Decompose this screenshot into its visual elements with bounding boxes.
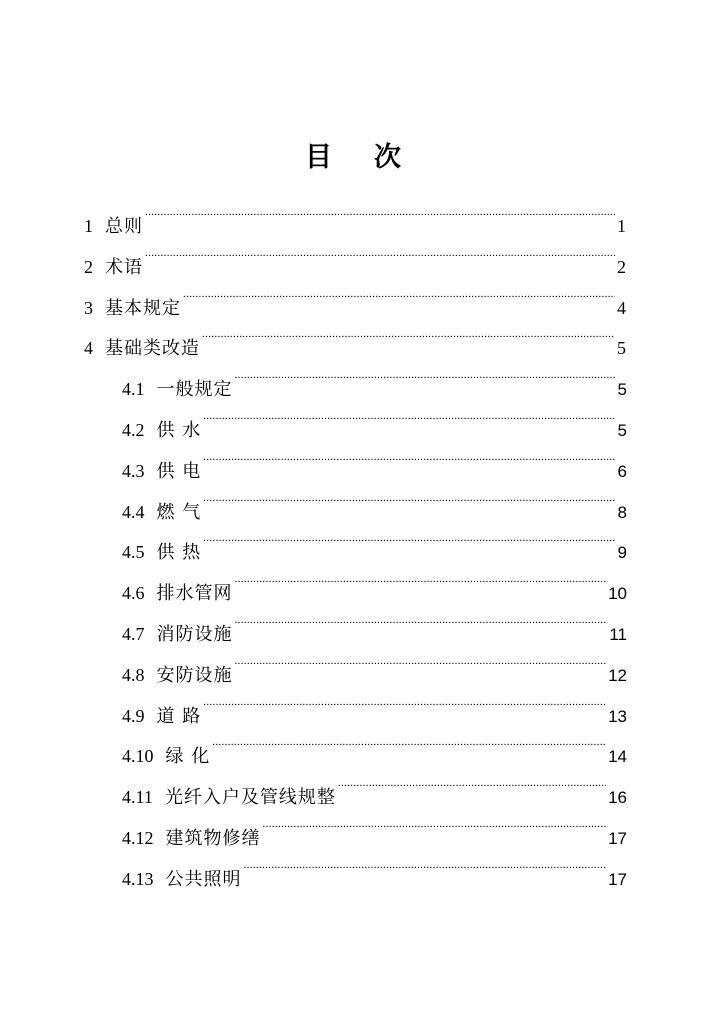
toc-entry-number: 1 (84, 216, 93, 236)
toc-entry-page-number: 5 (617, 338, 626, 359)
toc-entry-number: 3 (84, 297, 93, 318)
toc-entry-page-number: 8 (617, 502, 627, 522)
toc-entry-label: 供 电 (156, 460, 202, 482)
toc-entry-number: 4.3 (122, 460, 145, 481)
toc-dot-leader (203, 518, 615, 558)
toc-entry-number: 4.4 (122, 501, 145, 522)
toc-entry-page-number: 14 (608, 747, 627, 767)
toc-entry-label: 排水管网 (156, 583, 233, 605)
toc-entry-page-number: 17 (608, 829, 627, 848)
toc-entry[interactable] (122, 641, 627, 686)
toc-entry-number: 4.5 (122, 542, 145, 563)
toc-entry-label: 光纤入户及管线规整 (164, 787, 336, 809)
toc-entry[interactable] (84, 233, 626, 278)
toc-entry-page-number: 2 (617, 256, 626, 277)
toc-entry[interactable] (122, 478, 627, 523)
toc-dot-leader (244, 845, 607, 885)
toc-entry-number: 2 (84, 256, 93, 277)
toc-entry-label: 基础类改造 (105, 338, 200, 360)
toc-entry-page-number: 11 (609, 625, 627, 644)
toc-entry-number: 4.10 (122, 746, 154, 767)
toc-entry-page-number: 16 (608, 788, 627, 808)
toc-entry[interactable] (84, 192, 626, 237)
toc-entry-label: 道 路 (156, 705, 202, 727)
toc-entry-page-number: 12 (608, 665, 627, 685)
toc-entry-label: 供 水 (156, 420, 202, 441)
toc-entry[interactable] (122, 804, 627, 849)
toc-entry-page-number: 4 (617, 297, 626, 318)
toc-dot-leader (338, 763, 606, 803)
toc-entry-number: 4.8 (122, 664, 145, 685)
toc-entry[interactable] (84, 314, 626, 360)
toc-entry-label: 安防设施 (156, 664, 233, 686)
toc-entry-number: 4.11 (122, 787, 153, 808)
toc-entry-label: 术语 (105, 256, 143, 278)
toc-entry-label: 建筑物修缮 (165, 828, 261, 849)
toc-entry[interactable] (84, 274, 626, 319)
toc-entry[interactable] (122, 722, 627, 768)
toc-entry-page-number: 5 (617, 380, 627, 400)
toc-entry-number: 4.7 (122, 624, 145, 644)
toc-entry[interactable] (122, 396, 627, 441)
toc-entry-page-number: 10 (608, 584, 627, 604)
toc-title (0, 138, 706, 178)
toc-entry-label: 一般规定 (156, 379, 233, 401)
toc-dot-leader (145, 233, 615, 273)
toc-entry[interactable] (122, 437, 627, 482)
toc-entry[interactable] (122, 845, 627, 890)
toc-entry-label: 消防设施 (156, 624, 233, 645)
toc-entry-number: 4.9 (122, 705, 145, 726)
toc-entry-number: 4.2 (122, 420, 145, 440)
toc-entry-number: 4.6 (122, 583, 145, 604)
toc-entry-number: 4 (84, 338, 93, 359)
toc-entry-label: 燃 气 (156, 501, 202, 523)
toc-dot-leader (212, 722, 606, 762)
toc-dot-leader (203, 396, 615, 436)
toc-entry-label: 公共照明 (165, 868, 242, 890)
toc-entry[interactable] (122, 559, 627, 605)
toc-entry-label: 供 热 (156, 542, 202, 564)
toc-entry-number: 4.12 (122, 828, 154, 848)
toc-title-part-2: 次 (374, 142, 401, 173)
toc-entry-page-number: 6 (617, 461, 627, 481)
toc-dot-leader (263, 804, 607, 844)
toc-entry-page-number: 17 (608, 869, 627, 889)
toc-dot-leader (203, 437, 615, 477)
toc-dot-leader (235, 559, 607, 599)
toc-entry-number: 4.13 (122, 868, 154, 889)
toc-entry-page-number: 9 (617, 543, 627, 563)
toc-entry-number: 4.1 (122, 379, 145, 400)
toc-dot-leader (235, 355, 616, 395)
toc-entry-page-number: 1 (617, 216, 626, 236)
toc-dot-leader (145, 192, 615, 232)
toc-entry[interactable] (122, 518, 627, 564)
toc-entry-page-number: 5 (617, 421, 627, 440)
toc-dot-leader (203, 682, 606, 722)
toc-entry-label: 总则 (105, 216, 143, 237)
toc-dot-leader (183, 274, 615, 314)
toc-dot-leader (203, 478, 615, 518)
toc-title-part-1: 目 (305, 142, 332, 173)
toc-entry[interactable] (122, 682, 627, 727)
toc-entry-label: 基本规定 (105, 297, 181, 319)
toc-entry[interactable] (122, 763, 627, 809)
toc-entry[interactable] (122, 355, 627, 401)
toc-dot-leader (202, 314, 615, 354)
toc-dot-leader (235, 641, 607, 681)
toc-dot-leader (235, 600, 608, 640)
toc-entry-page-number: 13 (608, 706, 627, 726)
toc-entry[interactable] (122, 600, 627, 645)
toc-entry-label: 绿 化 (165, 746, 211, 768)
